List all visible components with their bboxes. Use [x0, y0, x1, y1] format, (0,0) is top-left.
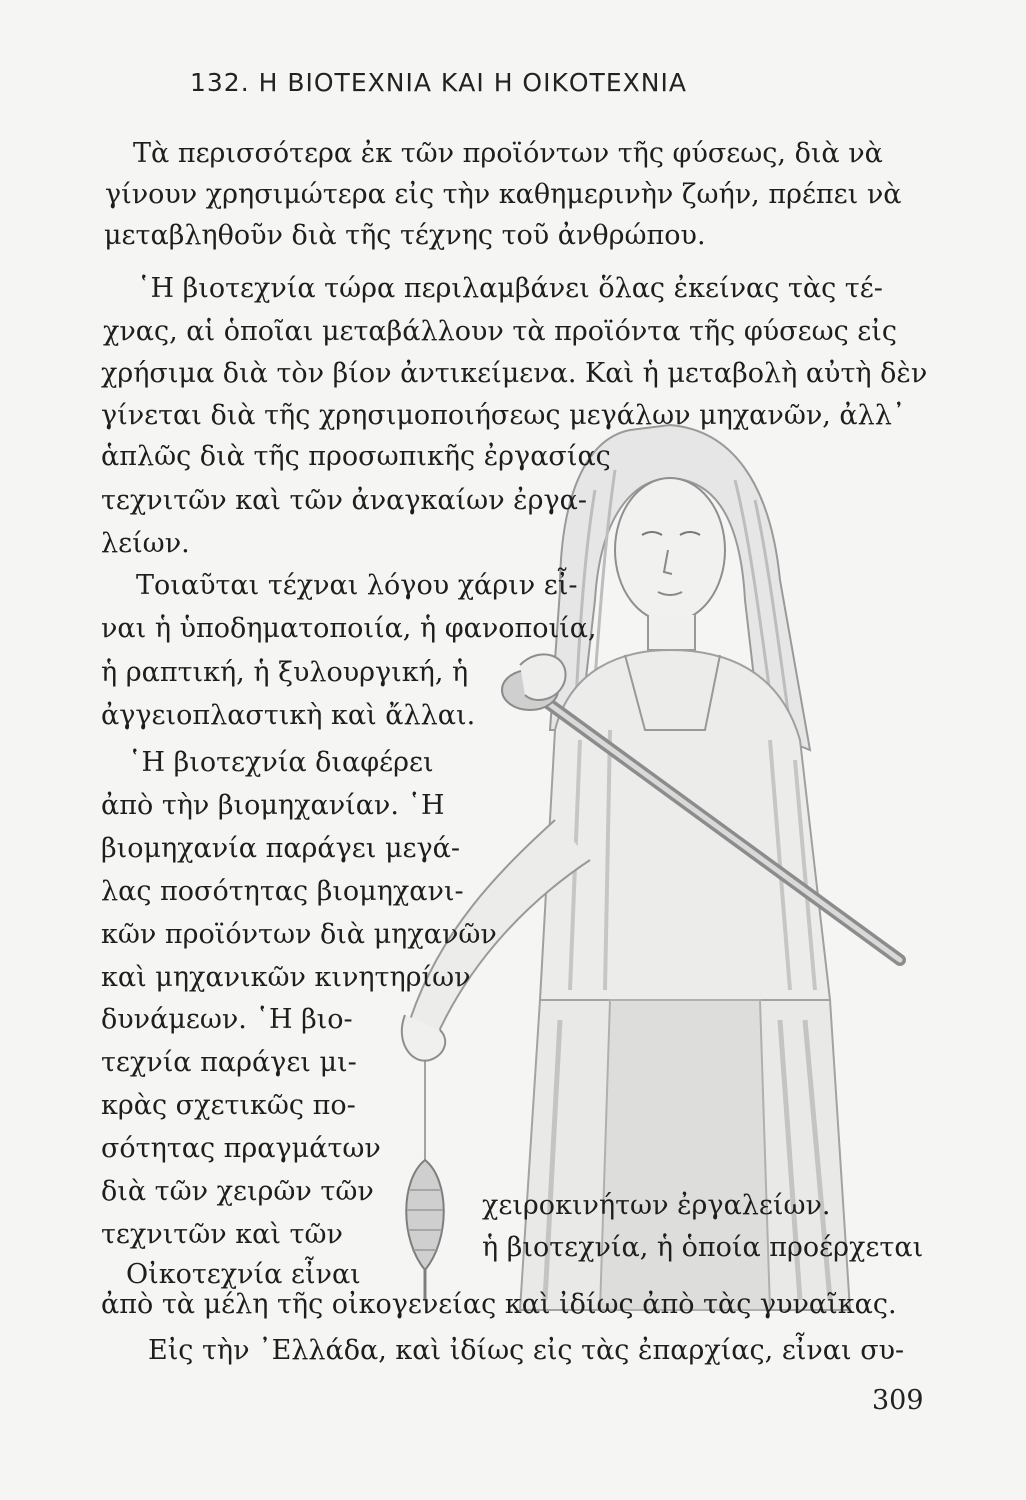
text-line: λας ποσότητας βιομηχανι- — [101, 876, 464, 907]
text-line: τεχνία παράγει μι- — [101, 1047, 357, 1078]
text-line: κῶν προϊόντων διὰ μηχανῶν — [101, 919, 497, 950]
text-line: βιομηχανία παράγει μεγά- — [101, 833, 460, 864]
text-line: ἁπλῶς διὰ τῆς προσωπικῆς ἐργασίας — [101, 441, 611, 472]
text-line: διὰ τῶν χειρῶν τῶν — [101, 1176, 374, 1207]
text-line: Εἰς τὴν ᾿Ελλάδα, καὶ ἰδίως εἰς τὰς ἐπαρχίας, εἶναι συ- — [148, 1335, 905, 1366]
page-number: 309 — [872, 1385, 924, 1416]
text-line: Οἰκοτεχνία εἶναι — [126, 1259, 361, 1290]
text-line: τεχνιτῶν καὶ τῶν — [101, 1219, 343, 1250]
text-line: χρήσιμα διὰ τὸν βίον ἀντικείμενα. Καὶ ἡ μεταβολὴ αὐτὴ δὲν — [101, 358, 928, 389]
section-heading: 132. Η ΒΙΟΤΕΧΝΙΑ ΚΑΙ Η ΟΙΚΟΤΕΧΝΙΑ — [190, 68, 687, 97]
text-line: ἀπὸ τὰ μέλη τῆς οἰκογενείας καὶ ἰδίως ἀπὸ τὰς γυναῖκας. — [101, 1289, 897, 1320]
text-line: καὶ μηχανικῶν κινητηρίων — [101, 962, 471, 993]
text-line: ῾Η βιοτεχνία διαφέρει — [128, 747, 434, 778]
text-line: ναι ἡ ὑποδηματοποιία, ἡ φανοποιία, — [101, 613, 597, 644]
text-line: ἀπὸ τὴν βιομηχανίαν. ῾Η — [101, 790, 445, 821]
text-line: Τὰ περισσότερα ἐκ τῶν προϊόντων τῆς φύσεως, διὰ νὰ — [133, 138, 883, 169]
text-line: Τοιαῦται τέχναι λόγου χάριν εἶ- — [136, 570, 578, 601]
text-line: σότητας πραγμάτων — [101, 1133, 381, 1164]
spinning-woman-illustration — [380, 400, 940, 1320]
text-line: ἡ βιοτεχνία, ἡ ὁποία προέρχεται — [482, 1232, 924, 1263]
text-line: ἀγγειοπλαστικὴ καὶ ἄλλαι. — [101, 700, 476, 731]
text-line: λείων. — [101, 528, 190, 559]
text-line: μεταβληθοῦν διὰ τῆς τέχνης τοῦ ἀνθρώπου. — [104, 220, 706, 251]
text-line: γίνεται διὰ τῆς χρησιμοποιήσεως μεγάλων μηχανῶν, ἀλλ᾽ — [101, 400, 906, 431]
text-line: ἡ ραπτική, ἡ ξυλουργική, ἡ — [101, 657, 469, 688]
text-line: δυνάμεων. ῾Η βιο- — [101, 1004, 353, 1035]
text-line: γίνουν χρησιμώτερα εἰς τὴν καθημερινὴν ζωήν, πρέπει νὰ — [105, 179, 902, 210]
text-line: ῾Η βιοτεχνία τώρα περιλαμβάνει ὅλας ἐκείνας τὰς τέ- — [137, 273, 883, 304]
text-line: χειροκινήτων ἐργαλείων. — [482, 1190, 831, 1221]
text-line: τεχνιτῶν καὶ τῶν ἀναγκαίων ἐργα- — [101, 485, 588, 516]
text-line: χνας, αἱ ὁποῖαι μεταβάλλουν τὰ προϊόντα τῆς φύσεως εἰς — [103, 316, 897, 347]
text-line: κρὰς σχετικῶς πο- — [101, 1090, 356, 1121]
